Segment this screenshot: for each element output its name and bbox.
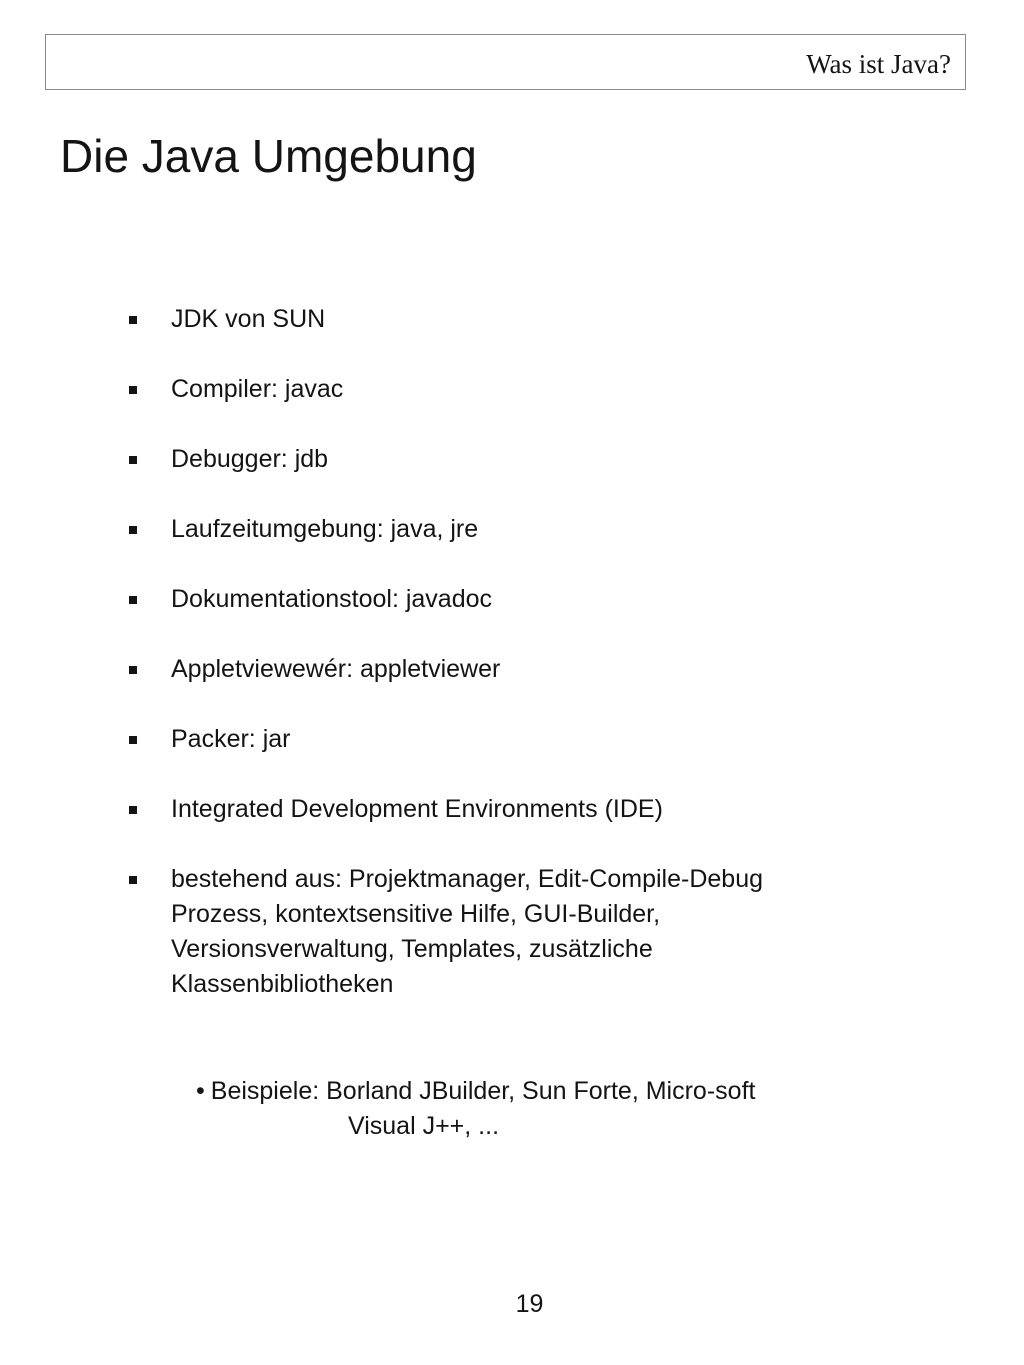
- list-item-text: Integrated Development Environments (IDE): [171, 795, 663, 823]
- list-item: [127, 372, 827, 407]
- list-item-text: Packer: jar: [171, 725, 291, 753]
- header-title: Was ist Java?: [806, 49, 951, 79]
- list-item: [127, 862, 791, 1002]
- list-item-text: Debugger: jdb: [171, 445, 329, 473]
- list-item-text: bestehend aus: Projektmanager, Edit-Compile-Debug Prozess, kontextsensitive Hilfe, GUI-Builder, Versionsverwaltung, Templates, zusätzliche Klassenbibliotheken: [171, 865, 764, 998]
- square-bullet-icon: [129, 806, 137, 814]
- list-item: [127, 792, 827, 827]
- square-bullet-icon: [129, 526, 137, 534]
- bullet-list: [127, 302, 827, 1002]
- list-item: [127, 652, 827, 687]
- list-item: [127, 442, 827, 477]
- square-bullet-icon: [129, 666, 137, 674]
- list-item-text: Compiler: javac: [171, 375, 344, 403]
- list-item: [127, 722, 827, 757]
- square-bullet-icon: [129, 386, 137, 394]
- list-item: [127, 302, 827, 337]
- list-item-text: JDK von SUN: [171, 305, 326, 333]
- square-bullet-icon: [129, 736, 137, 744]
- square-bullet-icon: [129, 456, 137, 464]
- header-box: [45, 34, 966, 90]
- sub-bullet-examples: [196, 1074, 836, 1144]
- square-bullet-icon: [129, 316, 137, 324]
- dot-bullet-icon: •: [196, 1077, 205, 1105]
- sub-bullet-line2: Visual J++, ...: [348, 1112, 500, 1140]
- list-item-text: Dokumentationstool: javadoc: [171, 585, 493, 613]
- page-number: 19: [515, 1290, 544, 1318]
- sub-bullet-line1: Beispiele: Borland JBuilder, Sun Forte, Micro-soft: [210, 1077, 756, 1105]
- square-bullet-icon: [129, 596, 137, 604]
- square-bullet-icon: [129, 876, 137, 884]
- list-item: [127, 582, 827, 617]
- list-item: [127, 512, 827, 547]
- page-title: Die Java Umgebung: [60, 130, 477, 182]
- list-item-text: Laufzeitumgebung: java, jre: [171, 515, 479, 543]
- list-item-text: Appletviewewér: appletviewer: [171, 655, 501, 683]
